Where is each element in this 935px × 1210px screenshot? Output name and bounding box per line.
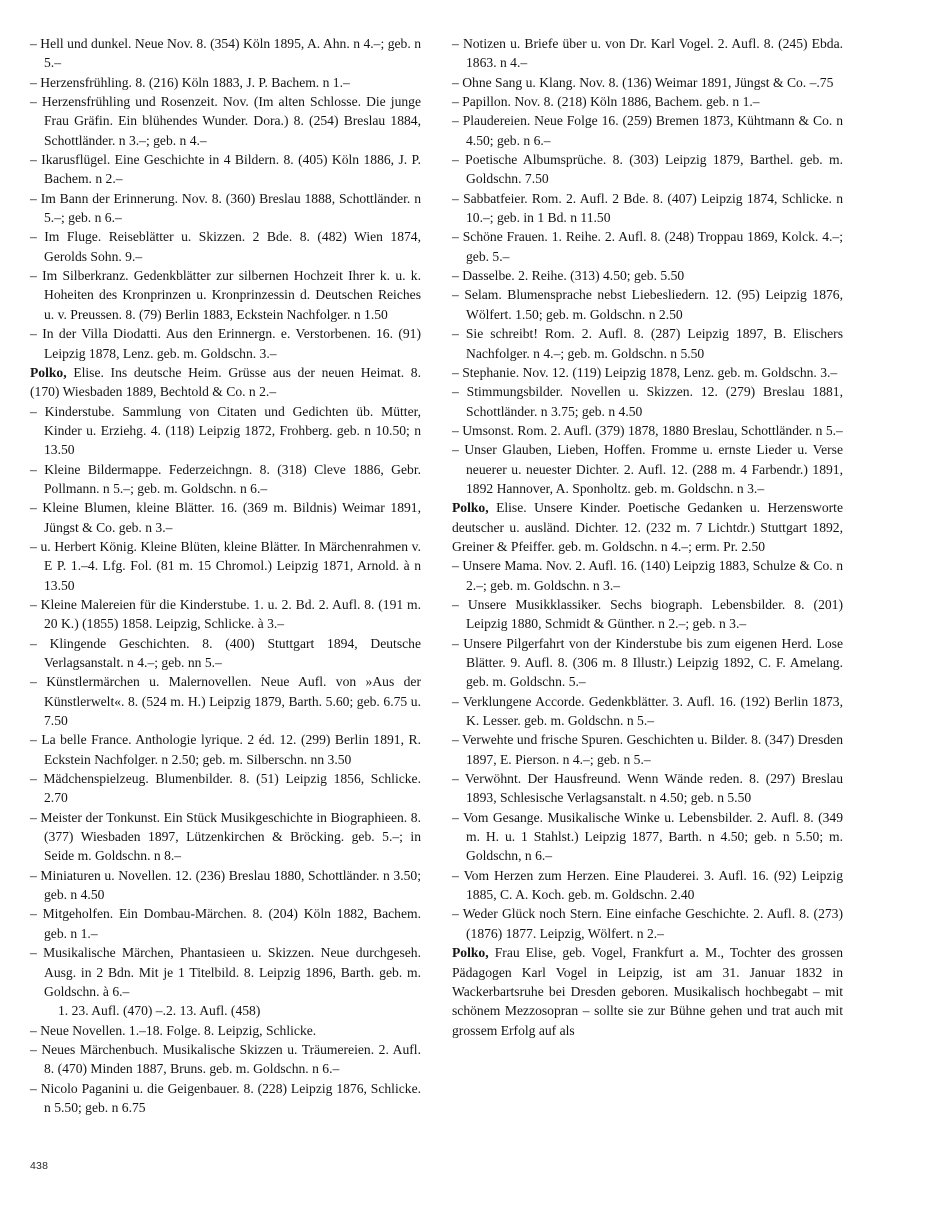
bibliography-entry (30, 189, 421, 228)
bibliography-entry (30, 92, 421, 150)
bibliography-entry (452, 363, 843, 382)
entry-dash-marker: – (30, 809, 37, 825)
bibliography-entry (452, 421, 843, 440)
bibliography-entry (30, 634, 421, 673)
bibliography-entry (30, 402, 421, 460)
bibliography-entry (30, 227, 421, 266)
entry-text: Herzensfrühling und Rosenzeit. Nov. (Im alten Schlosse. Die junge Frau Gräfin. Ein blühendes Wunder. Dora.) 8. (254) Breslau 1884, Schottländer. n 3.–; geb. n 4.– (41, 94, 421, 148)
entry-text: Schöne Frauen. 1. Reihe. 2. Aufl. 8. (248) Troppau 1869, Kolck. 4.–; geb. 5.– (462, 229, 843, 264)
entry-dash-marker: – (30, 229, 37, 245)
bibliography-entry (452, 634, 843, 692)
entry-text: Künstlermärchen u. Malernovellen. Neue Aufl. von »Aus der Künstlerwelt«. 8. (524 m. H.) Leipzig 1879, Barth. 5.60; geb. 6.75 u. 7.50 (44, 674, 421, 729)
entry-text: Vom Gesange. Musikalische Winke u. Lebensbilder. 2. Aufl. 8. (349 m. H. u. 1 Stahlst.) Leipzig 1877, Barth. n 4.50; geb. n 5.50; m. Goldschn, n 6.– (462, 809, 843, 864)
entry-dash-marker: – (30, 94, 37, 110)
entry-dash-marker: – (452, 326, 459, 342)
bibliography-entry (452, 73, 843, 92)
entry-dash-marker: – (452, 442, 459, 458)
entry-text: Kleine Malereien für die Kinderstube. 1. u. 2. Bd. 2. Aufl. 8. (191 m. 20 K.) (1855) 1858. Leipzig, Schlicke. à 3.– (40, 596, 421, 632)
bibliography-entry (30, 324, 421, 363)
entry-text: Unsere Pilgerfahrt von der Kinderstube bis zum eigenen Herd. Lose Blätter. 9. Aufl. 8. (306 m. 8 Illustr.) Leipzig 1892, C. F. Amelang. geb. m. Goldschn. 5.– (463, 635, 843, 690)
entry-dash-marker: – (30, 1041, 37, 1057)
entry-text: Im Fluge. Reiseblätter u. Skizzen. 2 Bde. 8. (482) Wien 1874, Gerolds Sohn. 9.– (44, 229, 421, 264)
entry-text: Kinderstube. Sammlung von Citaten und Gedichten üb. Mütter, Kinder u. Erziehg. 4. (118) Leipzig 1872, Frohberg. geb. n 10.50; n 13.50 (44, 403, 421, 458)
bibliography-entry (30, 769, 421, 808)
entry-text: Plaudereien. Neue Folge 16. (259) Bremen 1873, Kühtmann & Co. n 4.50; geb. n 6.– (462, 113, 843, 148)
entry-dash-marker: – (452, 190, 459, 206)
entry-dash-marker: – (30, 906, 37, 922)
bibliography-entry (452, 150, 843, 189)
entry-text: Elise. Unsere Kinder. Poetische Gedanken u. Herzensworte deutscher u. ausländ. Dichter. 12. (232 m. 7 Lichtdr.) Stuttgart 1892, Greiner & Pfeiffer. geb. m. Goldschn. n 4.–; erm. Pr. 2.50 (452, 500, 843, 554)
entry-text: Im Bann der Erinnerung. Nov. 8. (360) Breslau 1888, Schottländer. n 5.–; geb. n 6.– (40, 190, 422, 226)
entry-text: Verwehte und frische Spuren. Geschichten u. Bilder. 8. (347) Dresden 1897, E. Pierson. n 4.–; geb. n 5.– (462, 732, 844, 767)
entry-dash-marker: – (30, 596, 37, 612)
bibliography-entry (452, 866, 843, 905)
entry-text: Mädchenspielzeug. Blumenbilder. 8. (51) Leipzig 1856, Schlicke. 2.70 (43, 771, 421, 806)
entry-headword: Polko, (452, 945, 489, 961)
entry-text: Selam. Blumensprache nebst Liebesliedern. 12. (95) Leipzig 1876, Wölfert. 1.50; geb. m. Goldschn. n 2.50 (464, 287, 843, 322)
entry-dash-marker: – (30, 403, 37, 419)
entry-text: Sabbatfeier. Rom. 2. Aufl. 2 Bde. 8. (407) Leipzig 1874, Schlicke. n 10.–; geb. in 1 Bd. n 11.50 (463, 190, 843, 226)
bibliography-entry (452, 111, 843, 150)
entry-text: Notizen u. Briefe über u. von Dr. Karl Vogel. 2. Aufl. 8. (245) Ebda. 1863. n 4.– (462, 36, 844, 71)
bibliography-entry (452, 730, 843, 769)
bibliography-entry (30, 363, 421, 402)
right-text-column (452, 34, 843, 1040)
entry-dash-marker: – (452, 732, 459, 748)
entry-text: Ikarusflügel. Eine Geschichte in 4 Bildern. 8. (405) Köln 1886, J. P. Bachem. n 2.– (41, 152, 422, 187)
entry-dash-marker: – (452, 771, 459, 787)
bibliography-entry (30, 537, 421, 595)
entry-dash-marker: – (452, 422, 459, 438)
entry-dash-marker: – (30, 635, 37, 651)
bibliography-entry (452, 808, 843, 866)
entry-dash-marker: – (30, 732, 37, 748)
bibliography-entry (452, 498, 843, 556)
entry-dash-marker: – (30, 1022, 37, 1038)
entry-text: Meister der Tonkunst. Ein Stück Musikgeschichte in Biographieen. 8. (377) Wiesbaden 1897, Lützenkirchen & Bröcking. geb. 5.–; in Seide m. Goldschn. n 8.– (40, 809, 421, 864)
entry-dash-marker: – (452, 113, 459, 129)
entry-dash-marker: – (30, 538, 37, 554)
bibliography-entry (452, 266, 843, 285)
entry-text: La belle France. Anthologie lyrique. 2 éd. 12. (299) Berlin 1891, R. Eckstein Nachfolger. n 2.50; geb. m. Silberschn. nn 3.50 (41, 732, 421, 767)
entry-dash-marker: – (452, 596, 459, 612)
entry-text: Sie schreibt! Rom. 2. Aufl. 8. (287) Leipzig 1897, B. Elischers Nachfolger. n 4.–; geb. m. Goldschn. n 5.50 (465, 326, 843, 361)
bibliography-entry (30, 1079, 421, 1118)
bibliography-entry (452, 189, 843, 228)
bibliography-entry (30, 672, 421, 730)
entry-dash-marker: – (452, 867, 459, 883)
entry-dash-marker: – (452, 364, 459, 380)
entry-dash-marker: – (30, 268, 37, 284)
entry-text: Mitgeholfen. Ein Dombau-Märchen. 8. (204) Köln 1882, Bachem. geb. n 1.– (42, 906, 421, 941)
bibliography-entry (30, 1001, 421, 1020)
entry-text: Verklungene Accorde. Gedenkblätter. 3. Aufl. 16. (192) Berlin 1873, K. Lesser. geb. m. Goldschn. n 5.– (462, 693, 844, 729)
entry-text: Stephanie. Nov. 12. (119) Leipzig 1878, Lenz. geb. m. Goldschn. 3.– (462, 364, 838, 380)
bibliography-entry (452, 769, 843, 808)
entry-dash-marker: – (30, 500, 37, 516)
entry-headword: Polko, (30, 364, 67, 380)
entry-dash-marker: – (452, 94, 459, 110)
bibliography-entry (452, 92, 843, 111)
entry-text: Umsonst. Rom. 2. Aufl. (379) 1878, 1880 Breslau, Schottländer. n 5.– (462, 422, 843, 438)
bibliography-entry (452, 324, 843, 363)
entry-dash-marker: – (30, 1080, 37, 1096)
entry-dash-marker: – (30, 674, 37, 690)
entry-text: Unsere Musikklassiker. Sechs biograph. Lebensbilder. 8. (201) Leipzig 1880, Schmidt & Günther. n 2.–; geb. n 3.– (466, 596, 843, 632)
entry-text: u. Herbert König. Kleine Blüten, kleine Blätter. In Märchenrahmen v. E P. 1.–4. Lfg. Fol. (81 m. 15 Chromol.) Leipzig 1871, Arnold. à n 13.50 (40, 538, 421, 593)
entry-dash-marker: – (452, 268, 459, 284)
two-column-text-body (30, 34, 844, 1142)
bibliography-entry (30, 866, 421, 905)
bibliography-entry (452, 556, 843, 595)
entry-text: Weder Glück noch Stern. Eine einfache Geschichte. 2. Aufl. 8. (273) (1876) 1877. Leipzig, Wölfert. n 2.– (462, 906, 844, 941)
entry-dash-marker: – (452, 36, 459, 51)
bibliography-entry (30, 943, 421, 1001)
entry-text: Elise. Ins deutsche Heim. Grüsse aus der neuen Heimat. 8. (170) Wiesbaden 1889, Bechtold & Co. n 2.– (30, 364, 421, 400)
bibliography-entry (30, 595, 421, 634)
entry-dash-marker: – (30, 461, 37, 477)
bibliography-entry (30, 460, 421, 499)
entry-dash-marker: – (30, 152, 37, 168)
entry-text: Miniaturen u. Novellen. 12. (236) Breslau 1880, Schottländer. n 3.50; geb. n 4.50 (40, 867, 421, 903)
entry-dash-marker: – (30, 771, 37, 787)
entry-dash-marker: – (452, 693, 459, 709)
page-number: 438 (30, 1160, 49, 1172)
entry-text: Dasselbe. 2. Reihe. (313) 4.50; geb. 5.50 (462, 268, 685, 284)
bibliography-entry (30, 1040, 421, 1079)
entry-dash-marker: – (30, 74, 37, 90)
entry-text: Frau Elise, geb. Vogel, Frankfurt a. M., Tochter des grossen Pädagogen Karl Vogel in Leipzig, ist am 31. Januar 1832 in Wackerbartsruhe bei Dresden geboren. Musikalisch hochbegabt – mit schönem Mezzosopran – sollte sie zur Bühne gehen und trat auch mit grossem Erfolg auf als (452, 945, 843, 1038)
bibliography-entry (452, 692, 843, 731)
entry-text: Unsere Mama. Nov. 2. Aufl. 16. (140) Leipzig 1883, Schulze & Co. n 2.–; geb. m. Goldschn. n 3.– (462, 558, 843, 593)
bibliography-entry (452, 904, 843, 943)
bibliography-entry (30, 150, 421, 189)
bibliography-entry (452, 34, 843, 73)
bibliography-entry (30, 1021, 421, 1040)
entry-text: Kleine Blumen, kleine Blätter. 16. (369 m. Bildnis) Weimar 1891, Jüngst & Co. geb. n 3.– (42, 500, 421, 535)
bibliography-entry (30, 730, 421, 769)
bibliography-entry (30, 498, 421, 537)
entry-text: Unser Glauben, Lieben, Hoffen. Fromme u. ernste Lieder u. Verse neuerer u. neuester Dichter. 2. Aufl. 12. (288 m. 4 Farbendr.) 1891, 1892 Hannover, A. Sponholtz. geb. m. Goldschn. n 3.– (464, 442, 843, 496)
entry-dash-marker: – (452, 809, 459, 825)
entry-text: Kleine Bildermappe. Federzeichngn. 8. (318) Cleve 1886, Gebr. Pollmann. n 5.–; geb. m. Goldschn. n 6.– (44, 461, 421, 496)
entry-dash-marker: – (452, 229, 459, 245)
bibliography-entry (30, 73, 421, 92)
entry-text: Im Silberkranz. Gedenkblätter zur silbernen Hochzeit Ihrer k. u. k. Hoheiten des Kronprinzen u. Kronprinzessin d. Deutschen Reiches u. v. Preussen. 8. (79) Berlin 1883, Eckstein Nachfolger. n 1.50 (42, 268, 421, 322)
entry-dash-marker: – (452, 635, 459, 651)
entry-dash-marker: – (452, 906, 459, 922)
bibliography-entry (30, 34, 421, 73)
entry-text: Poetische Albumsprüche. 8. (303) Leipzig 1879, Barthel. geb. m. Goldschn. 7.50 (465, 152, 844, 187)
entry-text: Neue Novellen. 1.–18. Folge. 8. Leipzig, Schlicke. (40, 1022, 317, 1038)
bibliography-entry (30, 266, 421, 324)
entry-dash-marker: – (452, 287, 459, 303)
entry-text: Neues Märchenbuch. Musikalische Skizzen u. Träumereien. 2. Aufl. 8. (470) Minden 1887, Bruns. geb. m. Goldschn. n 6.– (41, 1041, 421, 1077)
entry-text: Stimmungsbilder. Novellen u. Skizzen. 12. (279) Breslau 1881, Schottländer. n 3.75; geb. n 4.50 (466, 384, 843, 419)
bibliography-entry (452, 595, 843, 634)
entry-dash-marker: – (452, 558, 459, 574)
entry-dash-marker: – (30, 190, 37, 206)
bibliography-entry (30, 808, 421, 866)
entry-text: 1. 23. Aufl. (470) –.2. 13. Aufl. (458) (58, 1003, 261, 1019)
bibliography-entry (452, 943, 843, 1040)
bibliography-entry (30, 904, 421, 943)
bibliography-entry (452, 227, 843, 266)
entry-text: Vom Herzen zum Herzen. Eine Plauderei. 3. Aufl. 16. (92) Leipzig 1885, C. A. Koch. geb. m. Goldschn. 2.40 (463, 867, 843, 903)
entry-text: Musikalische Märchen, Phantasieen u. Skizzen. Neue durchgeseh. Ausg. in 2 Bdn. Mit je 1 Titelbild. 8. Leipzig 1896, Barth. geb. m. Goldschn. à 6.– (43, 945, 421, 999)
entry-text: Verwöhnt. Der Hausfreund. Wenn Wände reden. 8. (297) Breslau 1893, Schlesische Verlagsanstalt. n 4.50; geb. n 5.50 (464, 771, 843, 806)
entry-text: Hell und dunkel. Neue Nov. 8. (354) Köln 1895, A. Ahn. n 4.–; geb. n 5.– (40, 36, 422, 71)
entry-text: Nicolo Paganini u. die Geigenbauer. 8. (228) Leipzig 1876, Schlicke. n 5.50; geb. n 6.75 (40, 1080, 422, 1115)
entry-dash-marker: – (30, 326, 37, 342)
entry-text: Ohne Sang u. Klang. Nov. 8. (136) Weimar 1891, Jüngst & Co. –.75 (462, 74, 834, 90)
entry-dash-marker: – (452, 152, 459, 168)
entry-dash-marker: – (30, 867, 37, 883)
entry-text: Herzensfrühling. 8. (216) Köln 1883, J. P. Bachem. n 1.– (40, 74, 350, 90)
entry-dash-marker: – (30, 36, 37, 51)
entry-dash-marker: – (452, 384, 459, 400)
bibliography-entry (452, 382, 843, 421)
entry-dash-marker: – (30, 945, 37, 961)
bibliography-entry (452, 285, 843, 324)
entry-text: In der Villa Diodatti. Aus den Erinnergn. e. Verstorbenen. 16. (91) Leipzig 1878, Lenz. geb. m. Goldschn. 3.– (42, 326, 421, 361)
entry-text: Papillon. Nov. 8. (218) Köln 1886, Bachem. geb. n 1.– (462, 94, 760, 110)
entry-headword: Polko, (452, 500, 489, 516)
left-text-column (30, 34, 421, 1117)
bibliography-entry (452, 440, 843, 498)
entry-text: Klingende Geschichten. 8. (400) Stuttgart 1894, Deutsche Verlagsanstalt. n 4.–; geb. nn 5.– (44, 635, 421, 670)
entry-dash-marker: – (452, 74, 459, 90)
